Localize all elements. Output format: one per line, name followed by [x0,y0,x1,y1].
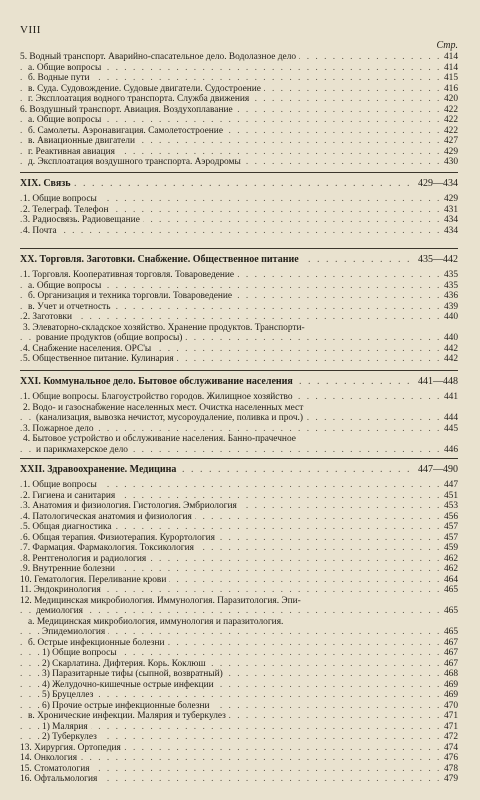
toc-entry [20,126,458,137]
toc-entry [20,522,458,533]
toc-entry-page: 465 [441,606,458,617]
toc-entry-page: 453 [441,501,458,512]
toc-entry-page: 447 [441,480,458,491]
toc-entry-title: 3. Радиосвязь. Радиовещание [23,215,143,225]
toc-entry-title: 7. Фармация. Фармакология. Токсикология [23,543,197,553]
toc-entry-page: 456 [441,512,458,523]
toc-entry [20,147,458,158]
toc-entry-page: 441 [441,392,458,403]
toc-entry [20,743,458,754]
toc-entry-page: 469 [441,680,458,691]
toc-entry-page: 479 [441,774,458,785]
toc-entry [20,638,458,649]
section-title: XXI. Коммунальное дело. Бытовое обслуживание населения [20,376,296,387]
toc-entry-title: б. Организация и техника торговли. Товароведение [28,291,235,301]
toc-entry [20,194,458,205]
toc-entry-title: г. Эксплоатация водного транспорта. Служба движения [28,94,252,104]
section-page-range: 435—442 [415,254,458,266]
toc-entry [20,434,458,445]
toc-entry [20,680,458,691]
toc-entry-title: 5. Общая диагностика [23,522,115,532]
toc-entry-title: демиология [36,606,86,616]
toc-entry-title: б. Самолеты. Аэронавигация. Самолетостроение [28,126,226,136]
toc-entry [20,403,458,414]
toc-entry-title: 2. Гигиена и санитария [23,491,118,501]
toc-entry-title: 1) Малярия [42,722,91,732]
toc-entry-page: 440 [441,312,458,323]
toc-entry [20,512,458,523]
toc-entry-page: 435 [441,281,458,292]
toc-block-transport [20,52,458,168]
toc-entry [20,554,458,565]
toc-entry-page: 442 [441,354,458,365]
toc-entry-title: в. Учет и отчетность [28,302,114,312]
toc-entry-page: 445 [441,424,458,435]
toc-entry-page: 468 [441,669,458,680]
toc-entry-page: 429 [441,147,458,158]
toc-entry-page: 457 [441,533,458,544]
toc-entry-page: 436 [441,291,458,302]
toc-entry-page: 471 [441,722,458,733]
toc-entry [20,312,458,323]
toc-entry-title: 3. Элеваторно-складское хозяйство. Хранение продуктов. Транспорти- [23,323,308,333]
toc-entry-title: 4. Патологическая анатомия и физиология [23,512,195,522]
toc-entry-page: 444 [441,413,458,424]
toc-entry [20,480,458,491]
toc-entry-page: 434 [441,226,458,237]
toc-entry [20,596,458,607]
toc-entry [20,84,458,95]
toc-entry [20,291,458,302]
toc-entry [20,413,458,424]
toc-entry-title: в. Авиационные двигатели [28,136,138,146]
toc-entry-title: 4. Снабжение населения. ОРС'ы [23,344,154,354]
toc-entry [20,648,458,659]
toc-entry [20,52,458,63]
toc-entry [20,617,458,628]
toc-entry-page: 451 [441,491,458,502]
toc-entry [20,732,458,743]
toc-section-21 [20,376,458,455]
toc-entry-title: 2. Телеграф. Телефон [23,205,111,215]
toc-entry-title: 2. Заготовки [23,312,75,322]
toc-entry-title: а. Общие вопросы [28,281,104,291]
section-divider [20,248,458,249]
toc-entry-page: 442 [441,344,458,355]
toc-entry-page: 469 [441,690,458,701]
toc-entry-page: 429 [441,194,458,205]
toc-entry [20,575,458,586]
toc-entry [20,774,458,785]
toc-entry-page: 464 [441,575,458,586]
toc-entry-title: 2) Скарлатина. Дифтерия. Корь. Коклюш [42,659,209,669]
toc-entry [20,424,458,435]
toc-entry-title: 5. Общественное питание. Кулинария [23,354,177,364]
toc-entry [20,669,458,680]
section-heading [20,464,458,476]
toc-entry [20,323,458,334]
toc-entry [20,205,458,216]
toc-entry [20,711,458,722]
section-heading [20,178,458,190]
toc-entry-title: 1. Общие вопросы. Благоустройство городов. Жилищное хозяйство [23,392,296,402]
toc-entry-title: 3) Паразитарные тифы (сыпной, возвратный) [42,669,226,679]
toc-entry-title: 3. Пожарное дело [23,424,97,434]
toc-entry-title: Эпидемиология [42,627,108,637]
toc-entry-page: 459 [441,543,458,554]
toc-entry-page: 434 [441,215,458,226]
toc-entry [20,543,458,554]
toc-entry-page: 446 [441,445,458,456]
toc-entry [20,722,458,733]
section-heading [20,376,458,388]
toc-entry-title: б. Водные пути [28,73,93,83]
toc-entry [20,226,458,237]
section-divider [20,370,458,371]
toc-entry [20,445,458,456]
toc-entry-title: в. Хронические инфекции. Малярия и туберкулез [28,711,229,721]
section-page-range: 447—490 [415,464,458,476]
toc-entry [20,627,458,638]
toc-entry-page: 420 [441,94,458,105]
toc-entry-title: г. Реактивная авиация [28,147,118,157]
toc-entry-title: 12. Медицинская микробиология. Иммунология. Паразитология. Эпи- [20,596,304,606]
toc-entry-page: 465 [441,585,458,596]
toc-entry [20,157,458,168]
toc-entry [20,392,458,403]
toc-entry [20,533,458,544]
toc-entry-title: 1) Общие вопросы [42,648,120,658]
section-title: XX. Торговля. Заготовки. Снабжение. Общественное питание [20,254,302,265]
section-page-range: 429—434 [415,178,458,190]
toc-entry-title: 8. Рентгенология и радиология [23,554,149,564]
toc-entry-title: 4. Бытовое устройство и обслуживание населения. Банно-прачечное [23,434,299,444]
toc-entry [20,333,458,344]
toc-entry [20,606,458,617]
toc-entry-title: 4) Желудочно-кишечные острые инфекции [42,680,217,690]
toc-entry [20,136,458,147]
toc-entry-title: 5) Бруцеллез [42,690,96,700]
toc-entry-page: 457 [441,522,458,533]
toc-entry [20,585,458,596]
toc-entry [20,690,458,701]
section-divider [20,172,458,173]
toc-entry-title: 13. Хирургия. Ортопедия [20,743,124,753]
toc-entry-title: а. Медицинская микробиология, иммунология и паразитология. [28,617,286,627]
toc-entry-page: 476 [441,753,458,764]
page-number: VIII [20,24,41,36]
toc-entry-title: и парикмахерское дело [36,445,131,455]
toc-entry-title: 3. Анатомия и физиология. Гистология. Эмбриология [23,501,240,511]
toc-entry-title: 2. Водо- и газоснабжение населенных мест. Очистка населенных мест [23,403,306,413]
toc-entry [20,564,458,575]
toc-entry [20,764,458,775]
toc-entry [20,501,458,512]
toc-entry-title: 6. Общая терапия. Физиотерапия. Курортология [23,533,218,543]
toc-entry [20,73,458,84]
toc-entry-page: 415 [441,73,458,84]
section-title: XIX. Связь [20,178,74,189]
toc-entry [20,215,458,226]
toc-entry-title: 2) Туберкулез [42,732,100,742]
toc-entry [20,94,458,105]
toc-entry [20,105,458,116]
toc-entry-title: а. Общие вопросы [28,115,104,125]
toc-entry-page: 430 [441,157,458,168]
toc-entry-title: 5. Водный транспорт. Аварийно-спасательное дело. Водолазное дело [20,52,299,62]
toc-entry-page: 470 [441,701,458,712]
toc-entry-title: 9. Внутренние болезни [23,564,118,574]
toc-entry-page: 439 [441,302,458,313]
toc-entry-title: 10. Гематология. Переливание крови [20,575,169,585]
toc-entry [20,753,458,764]
toc-entry-page: 478 [441,764,458,775]
toc-entry-page: 472 [441,732,458,743]
toc-entry-title: 15. Стоматология [20,764,93,774]
toc-entry-title: б. Острые инфекционные болезни [28,638,168,648]
toc-entry [20,701,458,712]
toc-entry-page: 440 [441,333,458,344]
toc-entry-title: (канализация, вывозка нечистот, мусороудаление, поливка и проч.) [36,413,306,423]
toc-entry-title: 14. Онкология [20,753,80,763]
toc-entry-page: 462 [441,564,458,575]
toc-entry-page: 414 [441,63,458,74]
toc-entry-title: 6. Воздушный транспорт. Авиация. Воздухоплавание [20,105,236,115]
toc-entry-title: 1. Общие вопросы [23,194,100,204]
toc-entry [20,491,458,502]
toc-entry-title: рование продуктов (общие вопросы) [36,333,185,343]
toc-entry-page: 467 [441,638,458,649]
toc-section-19 [20,178,458,236]
toc-entry [20,281,458,292]
toc-entry-title: 16. Офтальмология [20,774,100,784]
toc-section-20 [20,254,458,365]
toc-entry-page: 422 [441,126,458,137]
toc-entry-page: 467 [441,659,458,670]
toc-entry [20,115,458,126]
toc-entry-page: 414 [441,52,458,63]
toc-entry-page: 422 [441,105,458,116]
toc-section-22 [20,464,458,785]
toc-entry [20,270,458,281]
toc-entry-page: 467 [441,648,458,659]
toc-entry-title: а. Общие вопросы [28,63,104,73]
toc-entry [20,659,458,670]
toc-entry-title: 6) Прочие острые инфекционные болезни [42,701,213,711]
toc-entry-page: 462 [441,554,458,565]
toc-entry-page: 474 [441,743,458,754]
toc-entry-title: 4. Почта [23,226,60,236]
toc-entry-page: 431 [441,205,458,216]
toc-entry-title: д. Эксплоатация воздушного транспорта. Аэродромы [28,157,244,167]
section-heading [20,254,458,266]
toc-entry-page: 416 [441,84,458,95]
toc-entry-page: 427 [441,136,458,147]
toc-entry-title: 1. Общие вопросы [23,480,100,490]
toc-entry [20,354,458,365]
toc-entry-page: 471 [441,711,458,722]
toc-entry [20,63,458,74]
section-page-range: 441—448 [415,376,458,388]
toc-entry [20,344,458,355]
toc-entry-title: 1. Торговля. Кооперативная торговля. Товароведение [23,270,237,280]
toc-entry-page: 465 [441,627,458,638]
page-column-label: Стр. [436,40,458,51]
toc-entry [20,302,458,313]
toc-entry-page: 422 [441,115,458,126]
toc-entry-page: 435 [441,270,458,281]
section-title: XXII. Здравоохранение. Медицина [20,464,179,475]
toc-entry-title: 11. Эндокринология [20,585,104,595]
section-divider [20,458,458,459]
toc-entry-title: в. Суда. Судовождение. Судовые двигатели. Судостроение [28,84,264,94]
